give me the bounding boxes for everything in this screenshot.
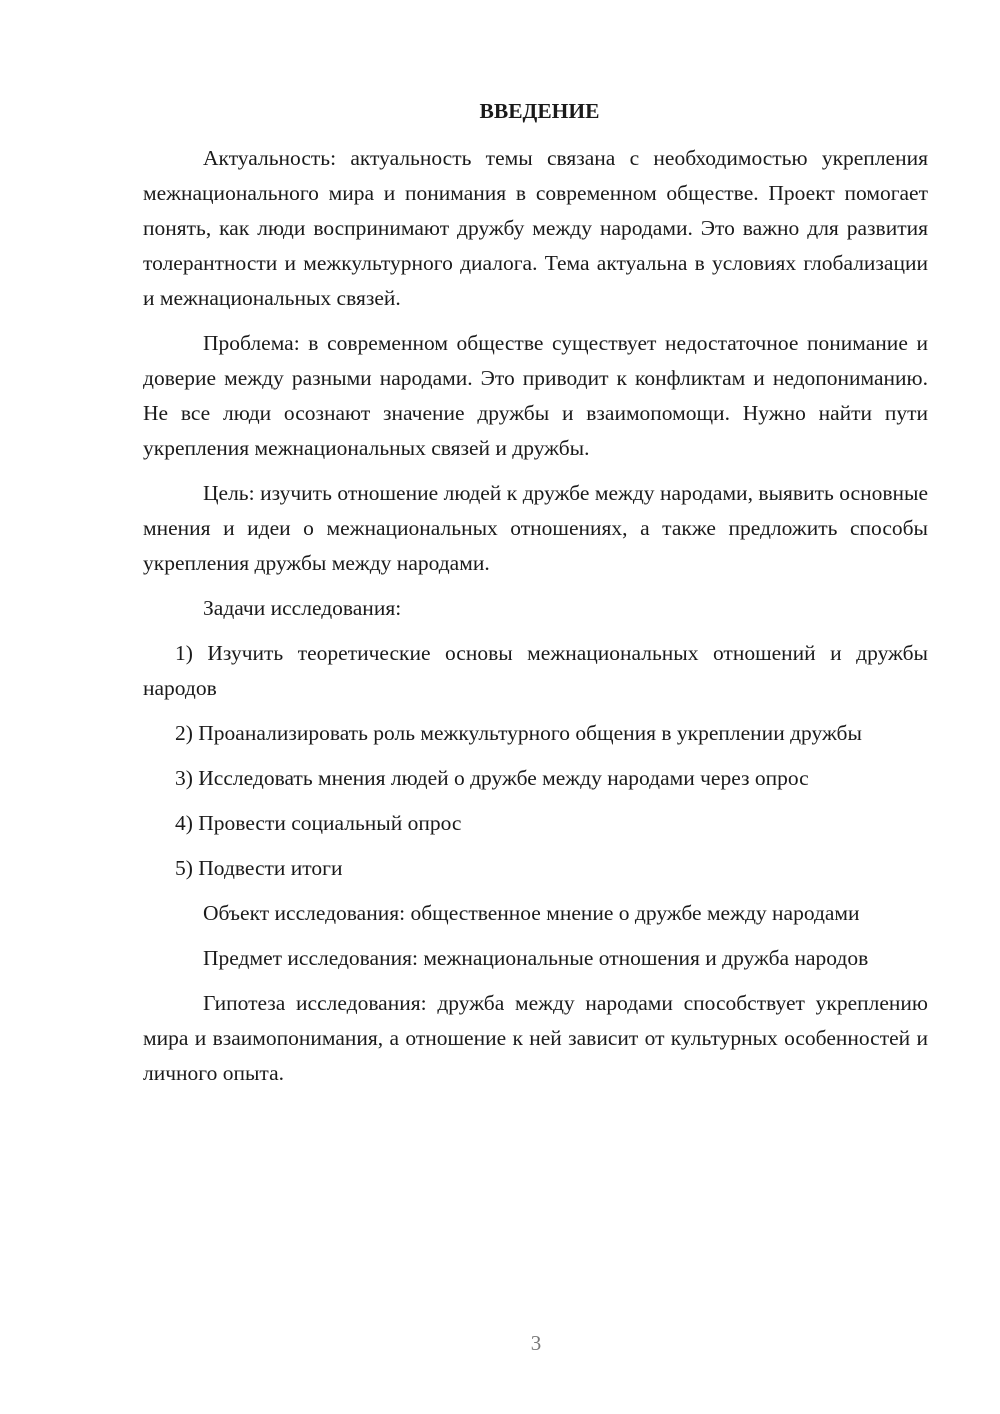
section-title: ВВЕДЕНИЕ — [479, 99, 600, 123]
paragraph-subject: Предмет исследования: межнациональные отношения и дружба народов — [203, 946, 869, 970]
paragraph-relevance: Актуальность: актуальность темы связана с необходимостью укрепления межнационального мира и понимания в современном обществе. Проект помогает понять, как люди воспринимают дружбу между народами. Это важно для развития толерантности и межкультурного диалога. Тема актуальна в условиях глобализации и межнациональных связей. — [143, 146, 928, 310]
paragraph-hypothesis: Гипотеза исследования: дружба между народами способствует укреплению мира и взаимопонимания, а отношение к ней зависит от культурных особенностей и личного опыта. — [143, 991, 928, 1085]
task-item-3: 3) Исследовать мнения людей о дружбе между народами через опрос — [175, 766, 809, 790]
task-item-1: 1) Изучить теоретические основы межнациональных отношений и дружбы народов — [143, 641, 928, 700]
paragraph-problem: Проблема: в современном обществе существует недостаточное понимание и доверие между разными народами. Это приводит к конфликтам и недопониманию. Не все люди осознают значение дружбы и взаимопомощи. Нужно найти пути укрепления межнациональных связей и дружбы. — [143, 331, 928, 460]
document-page — [143, 94, 928, 1101]
task-item-5: 5) Подвести итоги — [175, 856, 343, 880]
paragraph-object: Объект исследования: общественное мнение о дружбе между народами — [203, 901, 860, 925]
page-number: 3 — [530, 1331, 542, 1355]
paragraph-goal: Цель: изучить отношение людей к дружбе между народами, выявить основные мнения и идеи о межнациональных отношениях, а также предложить способы укрепления дружбы между народами. — [143, 481, 928, 575]
paragraph-tasks-heading: Задачи исследования: — [203, 596, 402, 620]
task-item-2: 2) Проанализировать роль межкультурного общения в укреплении дружбы — [175, 721, 862, 745]
task-item-4: 4) Провести социальный опрос — [175, 811, 462, 835]
